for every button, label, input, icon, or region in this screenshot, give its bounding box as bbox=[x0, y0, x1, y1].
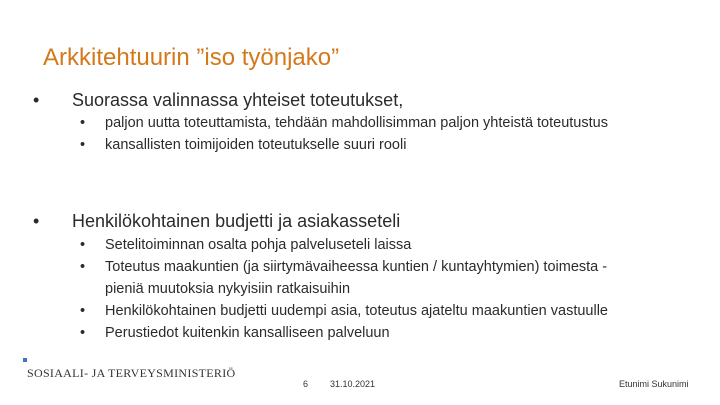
list-item-text: pieniä muutoksia nykyisiin ratkaisuihin bbox=[105, 281, 351, 297]
logo-mark-icon bbox=[23, 358, 27, 362]
bullet-icon: • bbox=[80, 325, 86, 341]
list-item-text: Henkilökohtainen budjetti uudempi asia, toteutus ajateltu maakuntien vastuulle bbox=[105, 303, 608, 319]
slide-title: Arkkitehtuurin ”iso työnjako” bbox=[43, 44, 340, 71]
bullet-icon: • bbox=[80, 115, 86, 131]
bullet-icon: • bbox=[33, 90, 40, 110]
bullet-icon: • bbox=[80, 303, 86, 319]
bullet-icon: • bbox=[33, 211, 40, 231]
list-item-text: kansallisten toimijoiden toteutukselle suuri rooli bbox=[105, 137, 407, 153]
footer-date: 31.10.2021 bbox=[330, 379, 376, 389]
list-item bbox=[80, 303, 608, 319]
list-item bbox=[80, 325, 390, 341]
bullet-icon: • bbox=[80, 137, 86, 153]
bullet-icon: • bbox=[80, 259, 86, 275]
list-item bbox=[80, 259, 607, 275]
list-item bbox=[80, 237, 411, 253]
page-number: 6 bbox=[303, 379, 309, 389]
list-item-text: paljon uutta toteuttamista, tehdään mahdollisimman paljon yhteistä toteutustus bbox=[105, 115, 608, 131]
list-item-text: Toteutus maakuntien (ja siirtymävaiheessa kuntien / kuntayhtymien) toimesta - bbox=[105, 259, 608, 275]
list-item bbox=[80, 137, 406, 153]
logo-text: SOSIAALI- JA TERVEYSMINISTERIÖ bbox=[27, 366, 236, 380]
section-heading-text: Henkilökohtainen budjetti ja asiakasseteli bbox=[72, 211, 401, 231]
footer-author: Etunimi Sukunimi bbox=[619, 379, 689, 389]
list-item bbox=[80, 115, 608, 131]
list-item-continuation bbox=[80, 281, 350, 297]
section-heading-1 bbox=[33, 90, 403, 111]
section-heading-text: Suorassa valinnassa yhteiset toteutukset, bbox=[72, 90, 404, 110]
list-item-text: Perustiedot kuitenkin kansalliseen palveluun bbox=[105, 325, 390, 341]
section-heading-2 bbox=[33, 211, 400, 232]
list-item-text: Setelitoiminnan osalta pohja palveluseteli laissa bbox=[105, 237, 412, 253]
bullet-icon: • bbox=[80, 237, 86, 253]
ministry-logo bbox=[27, 366, 236, 381]
